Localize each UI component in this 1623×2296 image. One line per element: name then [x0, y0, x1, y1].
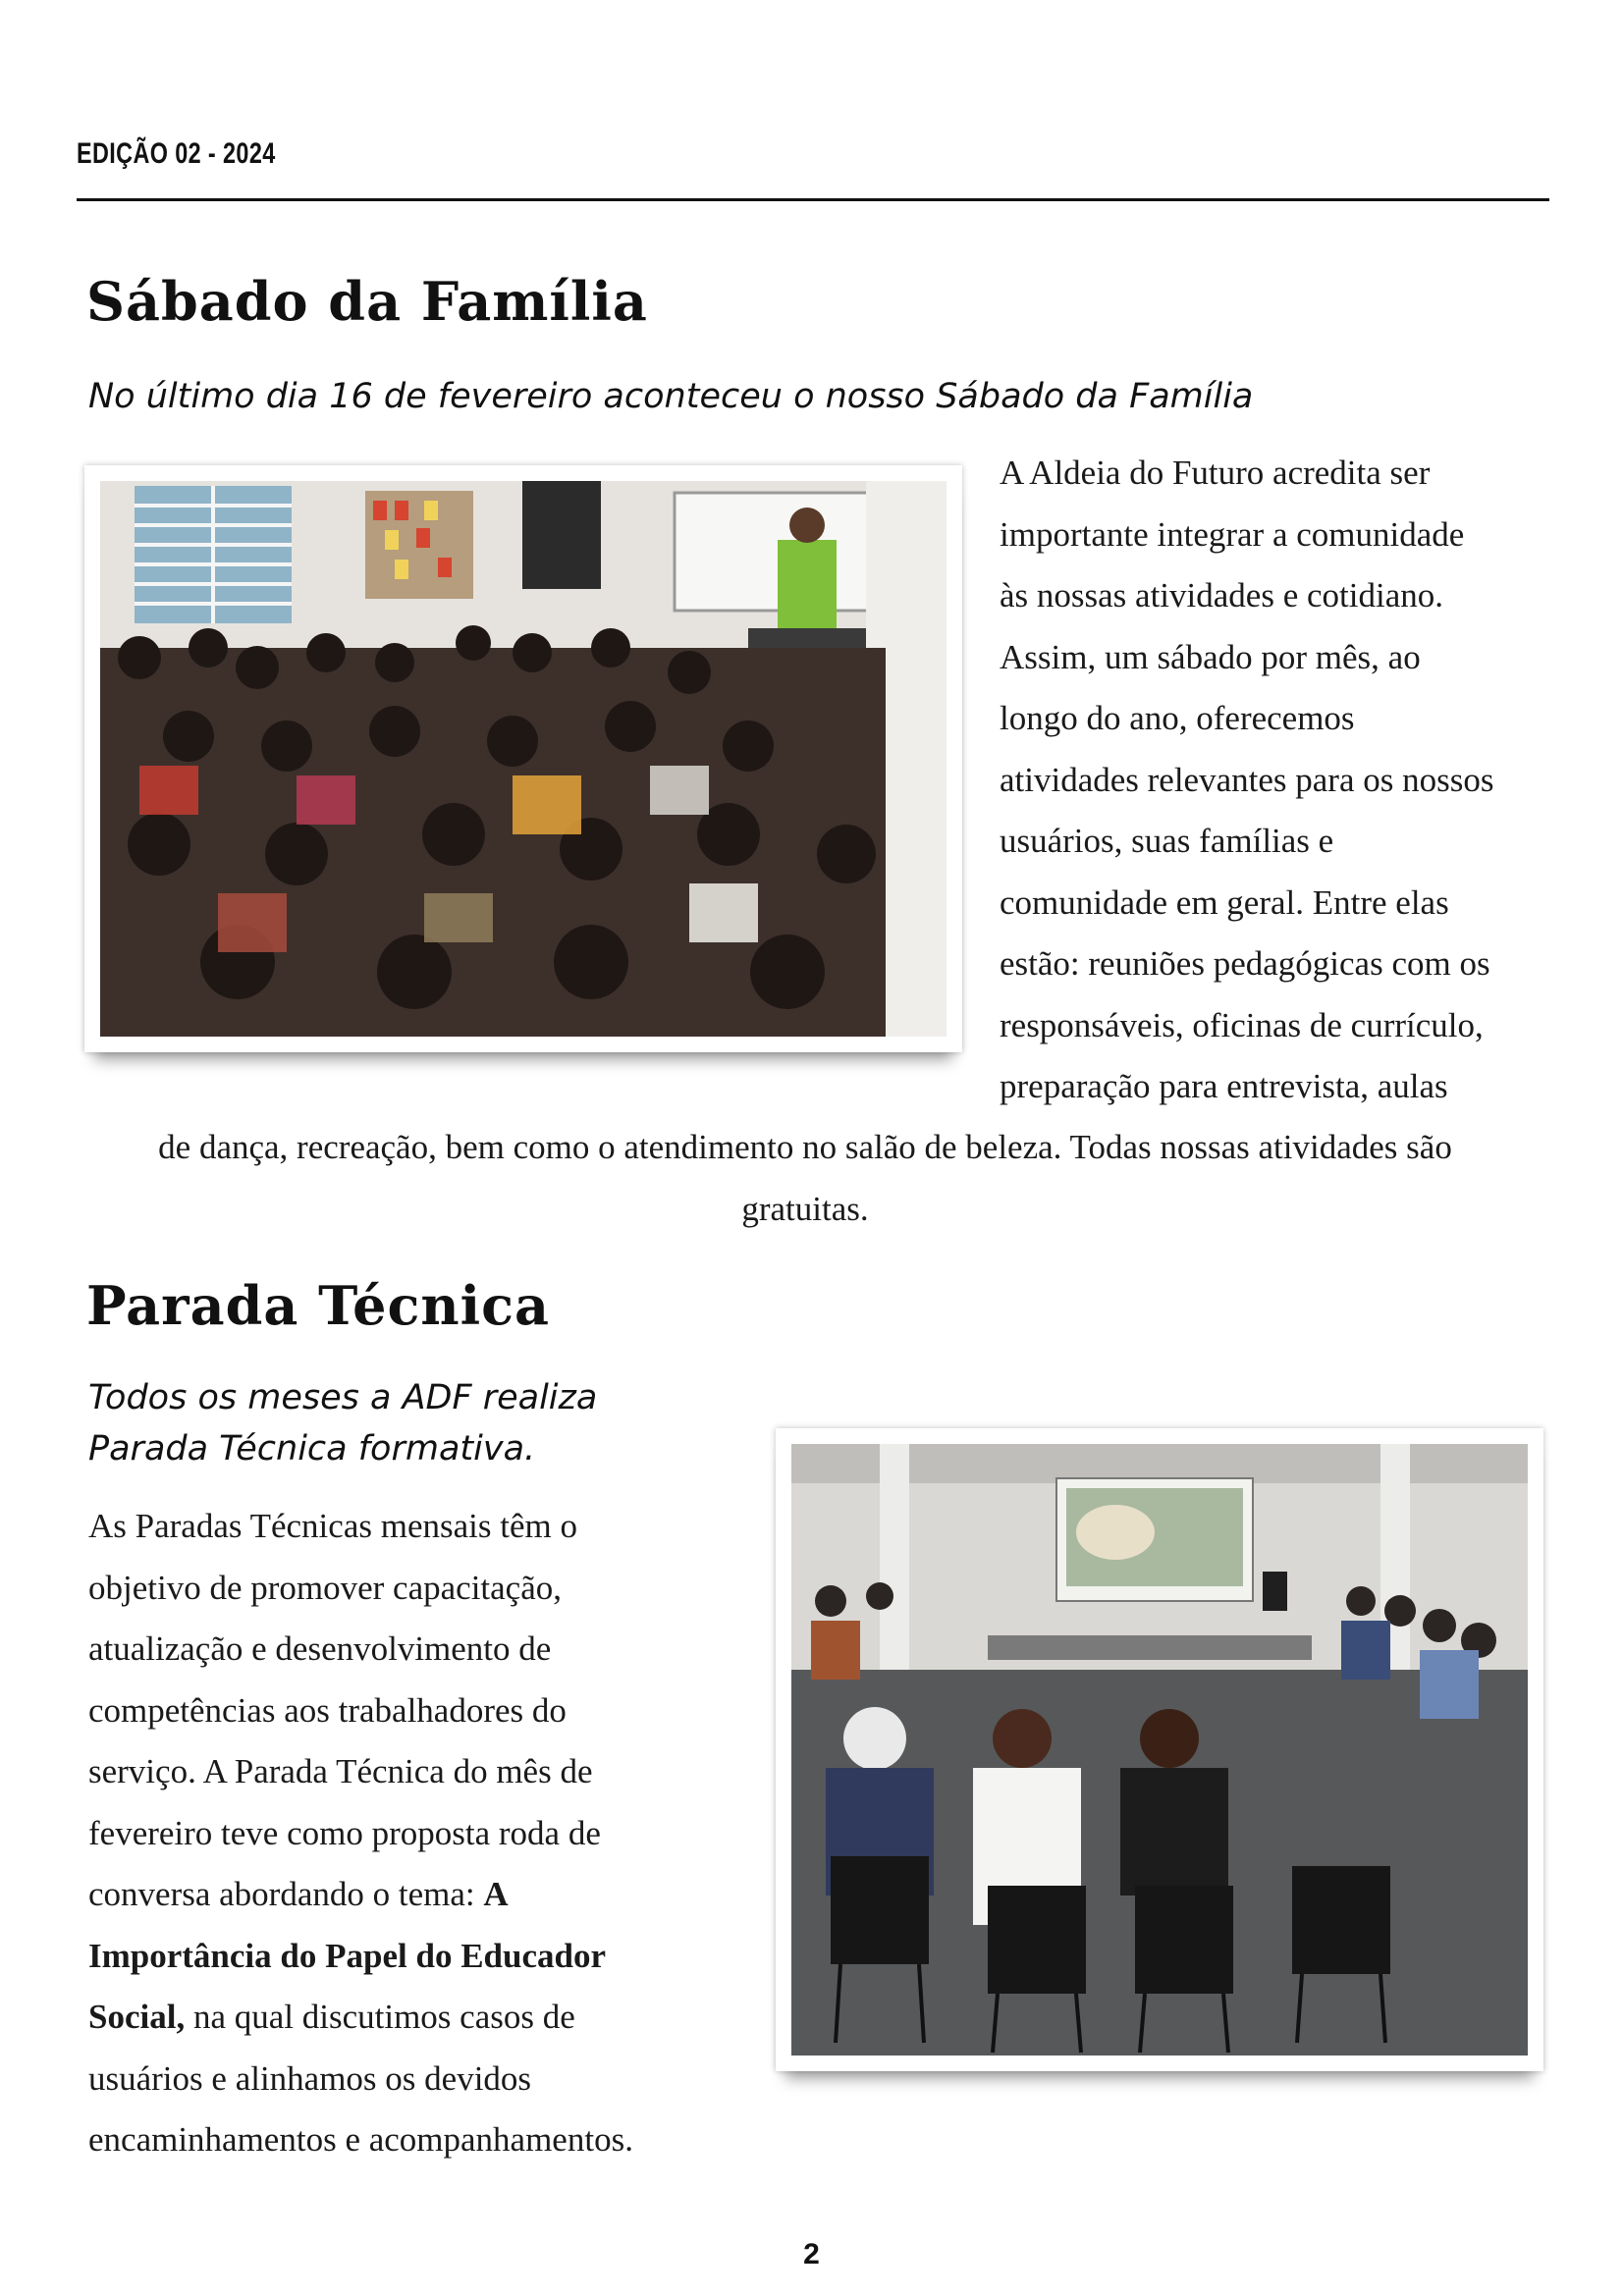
page-number: 2 — [803, 2238, 820, 2270]
text-line: responsáveis, oficinas de currículo, — [1000, 1005, 1484, 1044]
text-line: serviço. A Parada Técnica do mês de — [88, 1752, 593, 1790]
text-line: encaminhamentos e acompanhamentos. — [88, 2120, 633, 2159]
meeting-photo-illustration — [791, 1444, 1528, 2056]
text-line: competências aos trabalhadores do — [88, 1690, 567, 1730]
text-line: comunidade em geral. Entre elas — [1000, 882, 1449, 922]
text-line: às nossas atividades e cotidiano. — [1000, 576, 1443, 614]
text-line: atualização e desenvolvimento de — [88, 1629, 552, 1668]
bold-text: Importância do Papel do Educador — [88, 1936, 606, 1975]
subtitle-line: Parada Técnica formativa. — [88, 1429, 536, 1468]
photo-sabado-familia — [84, 465, 962, 1052]
text-line: A Aldeia do Futuro acredita ser — [1000, 454, 1431, 492]
classroom-photo-illustration — [100, 481, 947, 1037]
bold-text: A — [483, 1875, 509, 1913]
paragraph-sabado-right-column — [1000, 443, 1608, 1118]
text-line: preparação para entrevista, aulas — [1000, 1067, 1448, 1105]
text-line: usuários, suas famílias e — [1000, 822, 1334, 860]
text-line: estão: reuniões pedagógicas com os — [1000, 944, 1490, 983]
text-line: de dança, recreação, bem como o atendimento no salão de beleza. Todas nossas atividades são — [158, 1128, 1452, 1166]
edition-label: EDIÇÃO 02 - 2024 — [77, 137, 276, 170]
text-line: As Paradas Técnicas mensais têm o — [88, 1507, 577, 1545]
section-title-parada: Parada Técnica — [86, 1274, 550, 1337]
section-subtitle-sabado: No último dia 16 de fevereiro aconteceu o nosso Sábado da Família — [88, 377, 1254, 416]
text-line: objetivo de promover capacitação, — [88, 1568, 563, 1607]
text-line: fevereiro teve como proposta roda de — [88, 1813, 601, 1852]
header-divider — [77, 198, 1549, 201]
text-line — [88, 1864, 795, 1926]
paragraph-parada — [88, 1496, 795, 2171]
photo-parada-tecnica — [776, 1428, 1543, 2071]
text-line: usuários e alinhamos os devidos — [88, 2058, 532, 2098]
text-line: longo do ano, oferecemos — [1000, 699, 1355, 737]
subtitle-line: Todos os meses a ADF realiza — [88, 1378, 598, 1417]
section-title-sabado: Sábado da Família — [86, 270, 648, 333]
paragraph-sabado-tail — [79, 1117, 1532, 1240]
section-subtitle-parada — [88, 1372, 597, 1474]
text-fragment: conversa abordando o tema: — [88, 1875, 484, 1913]
text-line — [88, 1926, 795, 1988]
text-line: Assim, um sábado por mês, ao — [1000, 637, 1421, 676]
text-line: importante integrar a comunidade — [1000, 514, 1465, 554]
text-fragment: na qual discutimos casos de — [185, 1998, 575, 2036]
text-line: atividades relevantes para os nossos — [1000, 760, 1494, 799]
text-line: gratuitas. — [741, 1189, 869, 1228]
bold-text: Social, — [88, 1998, 186, 2036]
text-line — [88, 1987, 795, 2049]
